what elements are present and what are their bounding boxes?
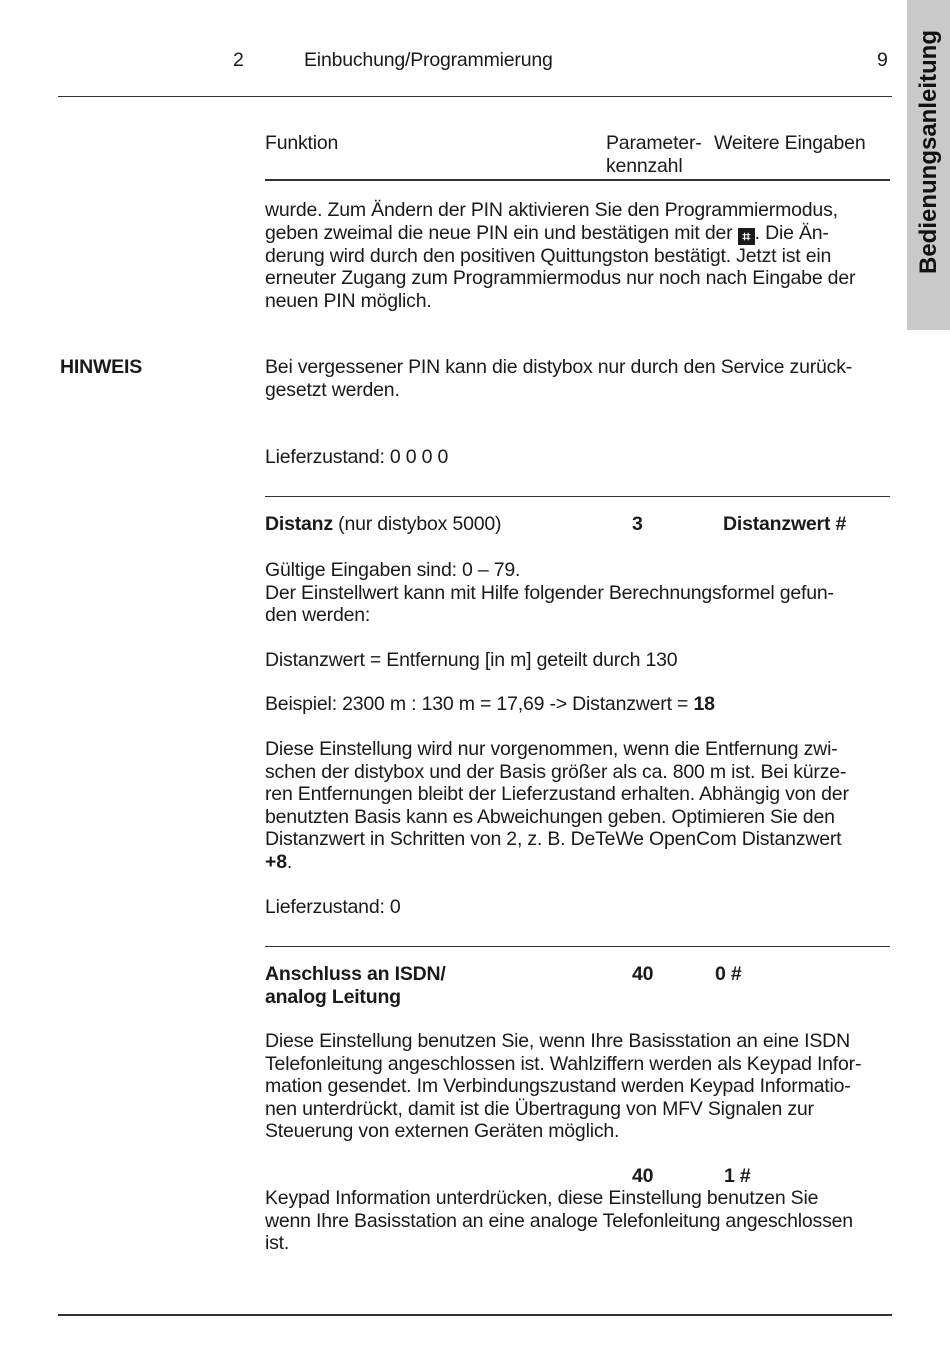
anschluss-param: 40 [632, 963, 654, 985]
hinweis-text [265, 356, 895, 401]
pin-line-4: erneuter Zugang zum Programmiermodus nur noch nach Eingabe der [265, 267, 856, 289]
anschluss-desc-line-6: Keypad Information unterdrücken, diese Einstellung benutzen Sie [265, 1187, 819, 1209]
anschluss-further: 0 # [715, 963, 742, 985]
anschluss-description-2 [265, 1187, 895, 1255]
hinweis-lieferzustand: Lieferzustand: 0 0 0 0 [265, 446, 449, 468]
footer-rule [58, 1314, 892, 1316]
pin-line-3: derung wird durch den positiven Quittungston bestätigt. Jetzt ist ein [265, 244, 832, 267]
hinweis-label: HINWEIS [60, 356, 143, 378]
anschluss-title [265, 963, 446, 1008]
anschluss-title-line-1: Anschluss an ISDN/ [265, 963, 446, 985]
distanz-formula: Distanzwert = Entfernung [in m] geteilt durch 130 [265, 649, 678, 671]
anschluss-desc-line-8: ist. [265, 1232, 290, 1254]
column-header-parameter-line2: kennzahl [606, 154, 683, 177]
pin-line-2 [265, 222, 895, 245]
anschluss-desc-line-1: Diese Einstellung benutzen Sie, wenn Ihre Basisstation an eine ISDN [265, 1030, 850, 1052]
distanz-desc-line-5: Distanzwert in Schritten von 2, z. B. DeTeWe OpenCom Distanzwert [265, 828, 842, 850]
chapter-title: Einbuchung/Programmierung [304, 49, 553, 71]
distanz-lieferzustand: Lieferzustand: 0 [265, 896, 401, 918]
anschluss-desc-line-3: mation gesendet. Im Verbindungszustand werden Keypad Informatio- [265, 1075, 851, 1097]
distanz-desc-line-2: schen der distybox und der Basis größer als ca. 800 m ist. Bei kürze- [265, 760, 847, 783]
hinweis-line-1: Bei vergessener PIN kann die distybox nur durch den Service zurück- [265, 356, 853, 378]
anschluss-description [265, 1030, 895, 1143]
distanz-example-value: 18 [693, 693, 715, 715]
distanz-desc-line-1: Diese Einstellung wird nur vorgenommen, wenn die Entfernung zwi- [265, 738, 838, 760]
distanz-description [265, 738, 895, 873]
hash-key-icon: ⌗ [738, 228, 755, 245]
table-header-rule [265, 179, 890, 181]
distanz-further: Distanzwert # [723, 513, 847, 535]
distanz-valid-line-2: Der Einstellwert kann mit Hilfe folgender Berechnungsformel gefun- [265, 581, 834, 604]
header-divider [58, 96, 892, 97]
distanz-param: 3 [632, 513, 643, 535]
column-header-parameter [606, 132, 702, 177]
distanz-title [265, 513, 501, 536]
pin-line-2-post: . Die Än- [754, 221, 829, 244]
anschluss-desc-line-5: Steuerung von externen Geräten möglich. [265, 1120, 620, 1142]
column-header-weitere: Weitere Eingaben [714, 132, 866, 154]
distanz-desc-line-6 [265, 851, 895, 874]
page-number: 9 [877, 49, 888, 71]
anschluss-desc-line-7: wenn Ihre Basisstation an eine analoge Telefonleitung angeschlossen [265, 1209, 853, 1232]
distanz-valid-line-1: Gültige Eingaben sind: 0 – 79. [265, 559, 521, 581]
distanz-divider [265, 496, 890, 497]
anschluss-param-2: 40 [632, 1165, 654, 1187]
distanz-valid [265, 559, 895, 627]
distanz-example [265, 693, 715, 716]
distanz-title-main: Distanz [265, 513, 333, 535]
side-tab-label: Bedienungsanleitung [914, 29, 942, 275]
anschluss-further-2: 1 # [724, 1165, 751, 1187]
distanz-desc-line-4: benutzten Basis kann es Abweichungen geben. Optimieren Sie den [265, 805, 835, 828]
pin-line-2-pre: geben zweimal die neue PIN ein und bestätigen mit der [265, 221, 738, 244]
pin-line-1: wurde. Zum Ändern der PIN aktivieren Sie den Programmiermodus, [265, 199, 838, 221]
pin-line-5: neuen PIN möglich. [265, 289, 432, 312]
chapter-number: 2 [233, 49, 244, 71]
anschluss-title-line-2: analog Leitung [265, 985, 401, 1008]
hinweis-line-2: gesetzt werden. [265, 378, 400, 401]
anschluss-desc-line-2: Telefonleitung angeschlossen ist. Wahlziffern werden als Keypad Infor- [265, 1052, 862, 1075]
distanz-desc-line-3: ren Entfernungen bleibt der Lieferzustand erhalten. Abhängig von der [265, 783, 849, 805]
column-header-parameter-line1: Parameter- [606, 132, 702, 154]
anschluss-divider [265, 946, 890, 947]
distanz-valid-line-3: den werden: [265, 604, 371, 626]
distanz-desc-bold-value: +8 [265, 850, 287, 873]
distanz-desc-period: . [286, 850, 293, 873]
distanz-example-text: Beispiel: 2300 m : 130 m = 17,69 -> Distanzwert = [265, 693, 694, 715]
column-header-funktion: Funktion [265, 132, 339, 154]
anschluss-desc-line-4: nen unterdrückt, damit ist die Übertragung von MFV Signalen zur [265, 1097, 814, 1120]
pin-paragraph [265, 199, 895, 312]
side-tab [907, 0, 950, 330]
distanz-title-suffix: (nur distybox 5000) [332, 513, 502, 535]
